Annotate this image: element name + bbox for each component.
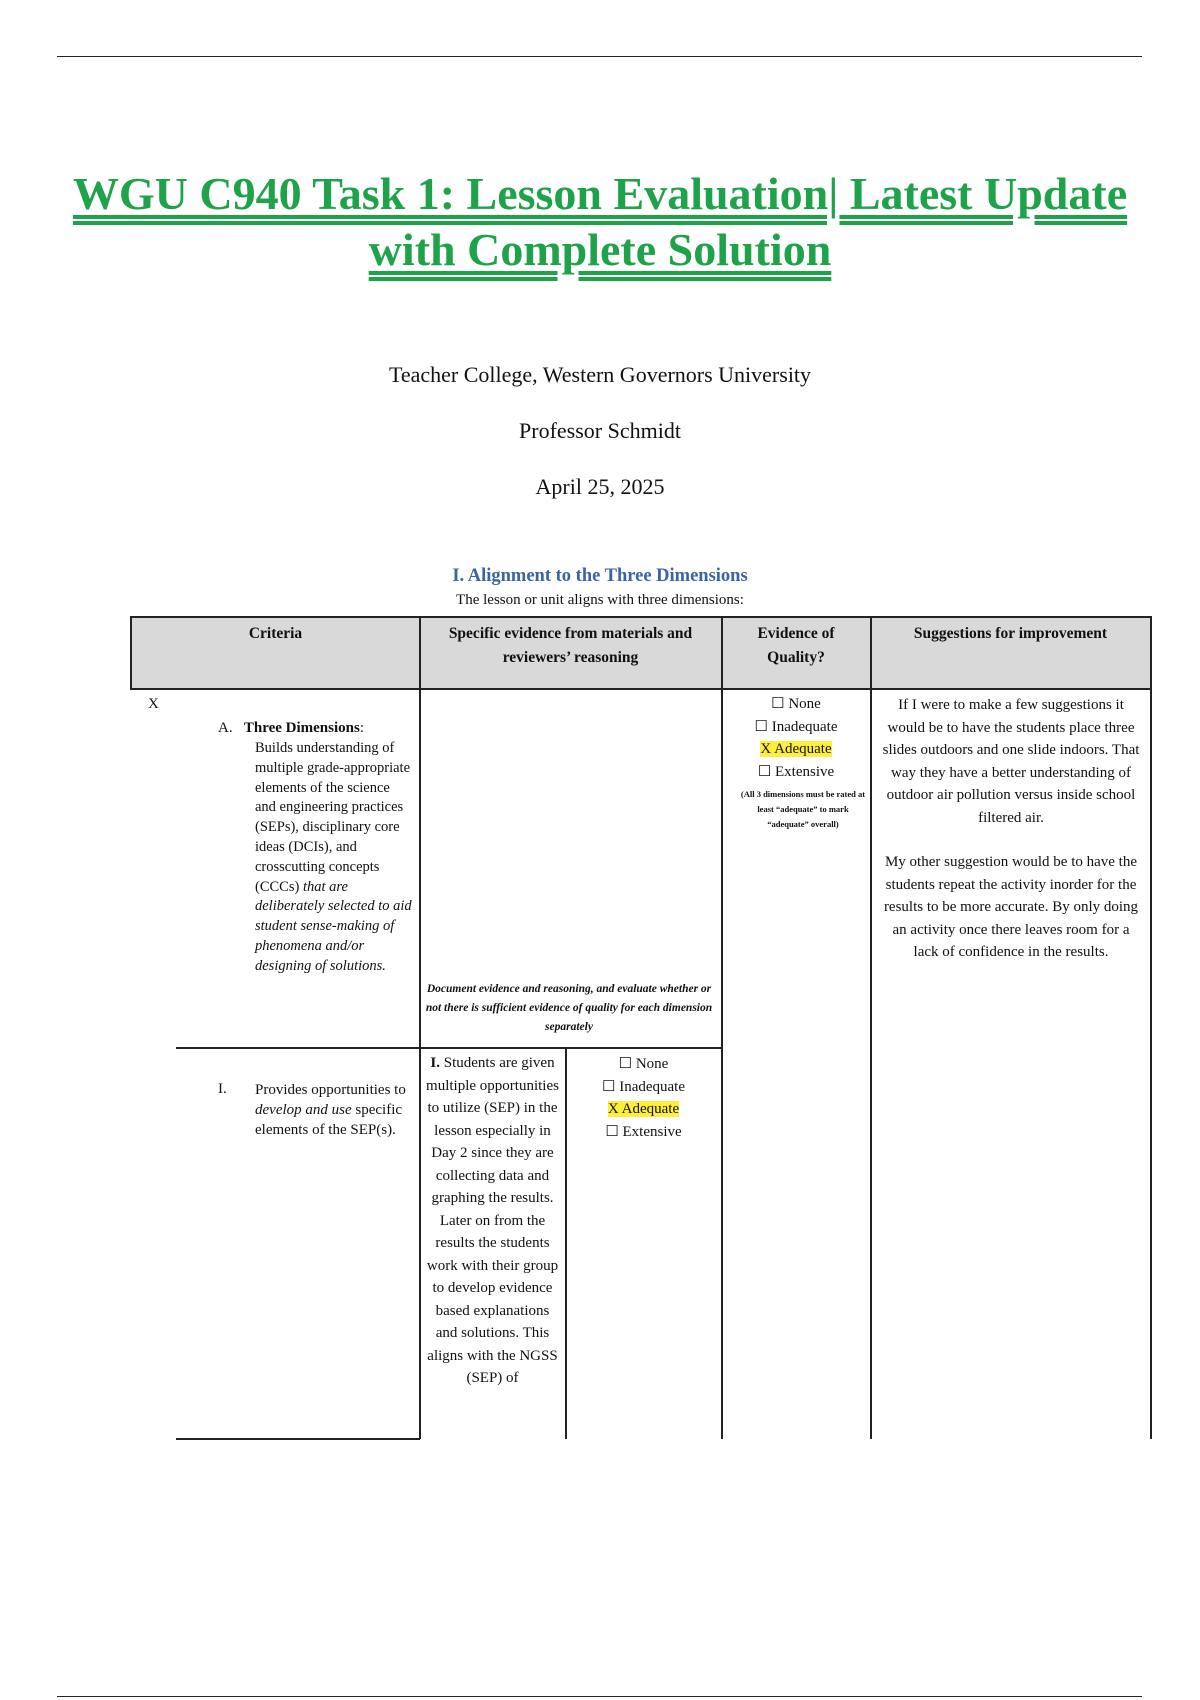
quality-option-inadequate[interactable]: ☐ Inadequate (754, 718, 838, 735)
row-i-option-extensive[interactable]: ☐ Extensive (605, 1123, 682, 1140)
quality-rating-note: (All 3 dimensions must be rated at least “adequate” to mark “adequate” overall) (740, 789, 866, 829)
row-i-evidence-text: Students are given multiple opportunities to utilize (SEP) in the lesson especially in Day 2 since they are collecting data and graphing the results. Later on from the results the students work with their group to develop evidence based explanations and solutions. This aligns with the NGSS (SEP) of (426, 1055, 559, 1386)
header-suggestions: Suggestions for improvement (913, 625, 1108, 642)
quality-option-none[interactable]: ☐ None (771, 696, 821, 712)
quality-option-adequate[interactable] (722, 738, 870, 761)
row-i-description (255, 1081, 413, 1140)
quality-option-adequate-highlight: X Adequate (760, 741, 832, 757)
quality-option-extensive[interactable]: ☐ Extensive (757, 763, 835, 780)
row-a-description-italic: that are deliberately selected to aid student sense-making of phenomena and/or designing of solutions. (255, 878, 412, 974)
row-i-description-italic: develop and use (255, 1101, 352, 1118)
header-criteria: Criteria (248, 625, 303, 642)
suggestions-cell (880, 694, 1142, 986)
row-a-name-suffix: : (359, 720, 364, 736)
row-i-description-post: specific elements of the SEP(s). (255, 1101, 403, 1138)
section-heading: I. Alignment to the Three Dimensions (452, 566, 748, 586)
table-right-border (1150, 616, 1152, 1439)
evidence-instruction-note: Document evidence and reasoning, and evaluate whether or not there is sufficient evidence of quality for each dimension separately (425, 983, 713, 1033)
column-divider-3 (870, 616, 872, 1439)
table-top-border (130, 616, 1152, 618)
row-a-mark: X (148, 696, 159, 712)
row-i-option-adequate-highlight: X Adequate (607, 1101, 680, 1117)
bottom-rule (57, 1696, 1142, 1697)
header-quality-line1: Evidence of (757, 625, 835, 642)
row-i-evidence (425, 1052, 560, 1390)
suggestion-2: My other suggestion would be to have the students repeat the activity inorder for the results to be more accurate. By only doing an activity once there leaves room for a lack of confidence in the results. (883, 854, 1139, 960)
document-date: April 25, 2025 (535, 474, 665, 499)
row-divider (176, 1047, 722, 1049)
row-a-description (255, 739, 413, 977)
column-divider-1 (419, 616, 421, 1439)
header-evidence-line1: Specific evidence from materials and (448, 625, 693, 642)
row-a-description-plain: Builds understanding of multiple grade-appropriate elements of the science and engineering practices (SEPs), disciplinary core ideas (DCIs), and crosscutting concepts (CCCs) (255, 740, 411, 895)
row-a-quality-options (722, 693, 870, 783)
row-a-label (218, 720, 364, 737)
row-i-quality-options (566, 1053, 721, 1143)
header-quality-line2: Quality? (767, 649, 825, 666)
college-name: Teacher College, Western Governors University (388, 362, 812, 387)
row-i-description-pre: Provides opportunities to (255, 1082, 406, 1098)
row-i-evidence-label: I. (430, 1055, 441, 1071)
header-evidence-line2: reviewers’ reasoning (502, 649, 639, 666)
header-evidence (420, 622, 721, 670)
header-quality (722, 622, 870, 670)
row-i-label: I. (218, 1081, 227, 1097)
header-bottom-border (130, 688, 1152, 690)
row-i-option-inadequate[interactable]: ☐ Inadequate (602, 1078, 685, 1095)
section-subheading: The lesson or unit aligns with three dimensions: (456, 592, 744, 608)
professor-name: Professor Schmidt (519, 418, 681, 443)
suggestion-1: If I were to make a few suggestions it would be to have the students place three slides outdoors and one slide indoors. That way they have a better understanding of outdoor air pollution versus inside school filtered air. (882, 697, 1140, 826)
row-bottom-border (176, 1438, 420, 1440)
row-a-letter: A. (218, 720, 233, 736)
row-i-option-adequate[interactable] (566, 1098, 721, 1121)
row-i-option-none[interactable]: ☐ None (618, 1056, 669, 1072)
row-a-name: Three Dimensions (243, 720, 360, 736)
document-title: WGU C940 Task 1: Lesson Evaluation| Latest Update with Complete Solution (72, 168, 1128, 275)
